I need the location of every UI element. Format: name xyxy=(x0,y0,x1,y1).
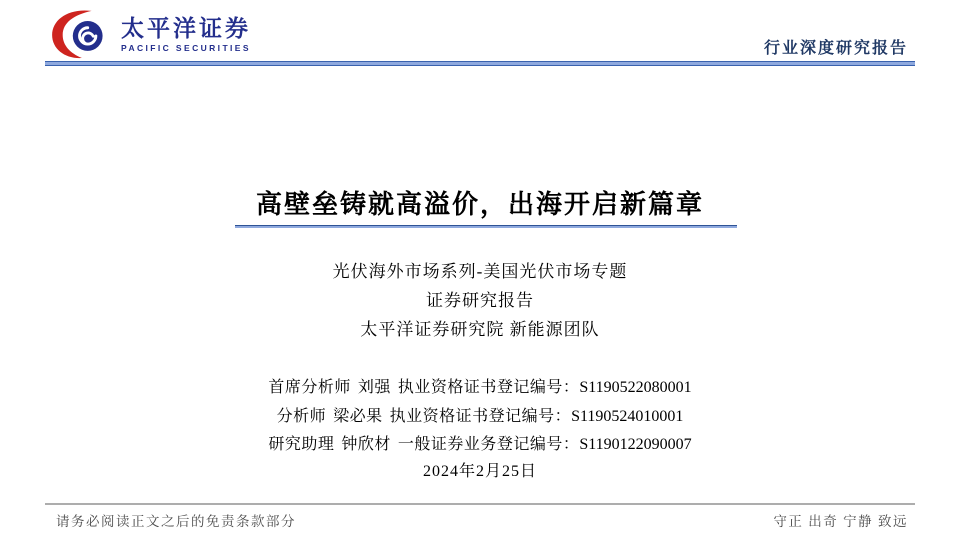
analyst-block xyxy=(0,374,960,460)
analyst-name: 钟欣材 xyxy=(341,436,391,453)
company-logo xyxy=(48,9,251,64)
subtitle-block xyxy=(0,257,960,344)
analyst-cert-number: S1190122090007 xyxy=(579,436,692,453)
analyst-cert-label: 执业资格证书登记编号： xyxy=(397,379,580,396)
report-category: 证券研究报告 xyxy=(426,291,534,310)
company-slogan: 守正 出奇 宁静 致远 xyxy=(773,514,908,529)
logo-name-cn: 太平洋证券 xyxy=(121,15,251,41)
title-underline xyxy=(235,225,737,228)
footer-divider xyxy=(45,503,915,505)
report-title: 高壁垒铸就高溢价，出海开启新篇章 xyxy=(255,190,704,219)
header-divider xyxy=(45,61,915,66)
analyst-cert-number: S1190524010001 xyxy=(571,407,684,425)
analyst-line xyxy=(0,374,960,403)
disclaimer-note: 请务必阅读正文之后的免责条款部分 xyxy=(56,514,296,529)
logo-wordmark xyxy=(121,16,251,53)
analyst-line xyxy=(0,403,960,432)
report-date: 2024年2月25日 xyxy=(422,463,537,480)
series-subtitle: 光伏海外市场系列-美国光伏市场专题 xyxy=(332,262,628,281)
analyst-role: 研究助理 xyxy=(268,436,335,453)
logo-name-en: PACIFIC SECURITIES xyxy=(121,43,251,54)
analyst-name: 刘强 xyxy=(357,379,391,396)
analyst-role: 分析师 xyxy=(276,407,327,425)
analyst-cert-label: 一般证券业务登记编号： xyxy=(397,436,580,453)
analyst-line xyxy=(0,431,960,460)
research-team: 太平洋证券研究院 新能源团队 xyxy=(360,320,600,339)
analyst-role: 首席分析师 xyxy=(268,379,351,396)
pacific-securities-logo-icon xyxy=(48,9,112,64)
analyst-name: 梁必果 xyxy=(333,407,383,425)
footer xyxy=(56,510,908,530)
analyst-cert-number: S1190522080001 xyxy=(579,379,692,396)
report-type-label: 行业深度研究报告 xyxy=(763,40,908,57)
analyst-cert-label: 执业资格证书登记编号： xyxy=(389,407,572,425)
